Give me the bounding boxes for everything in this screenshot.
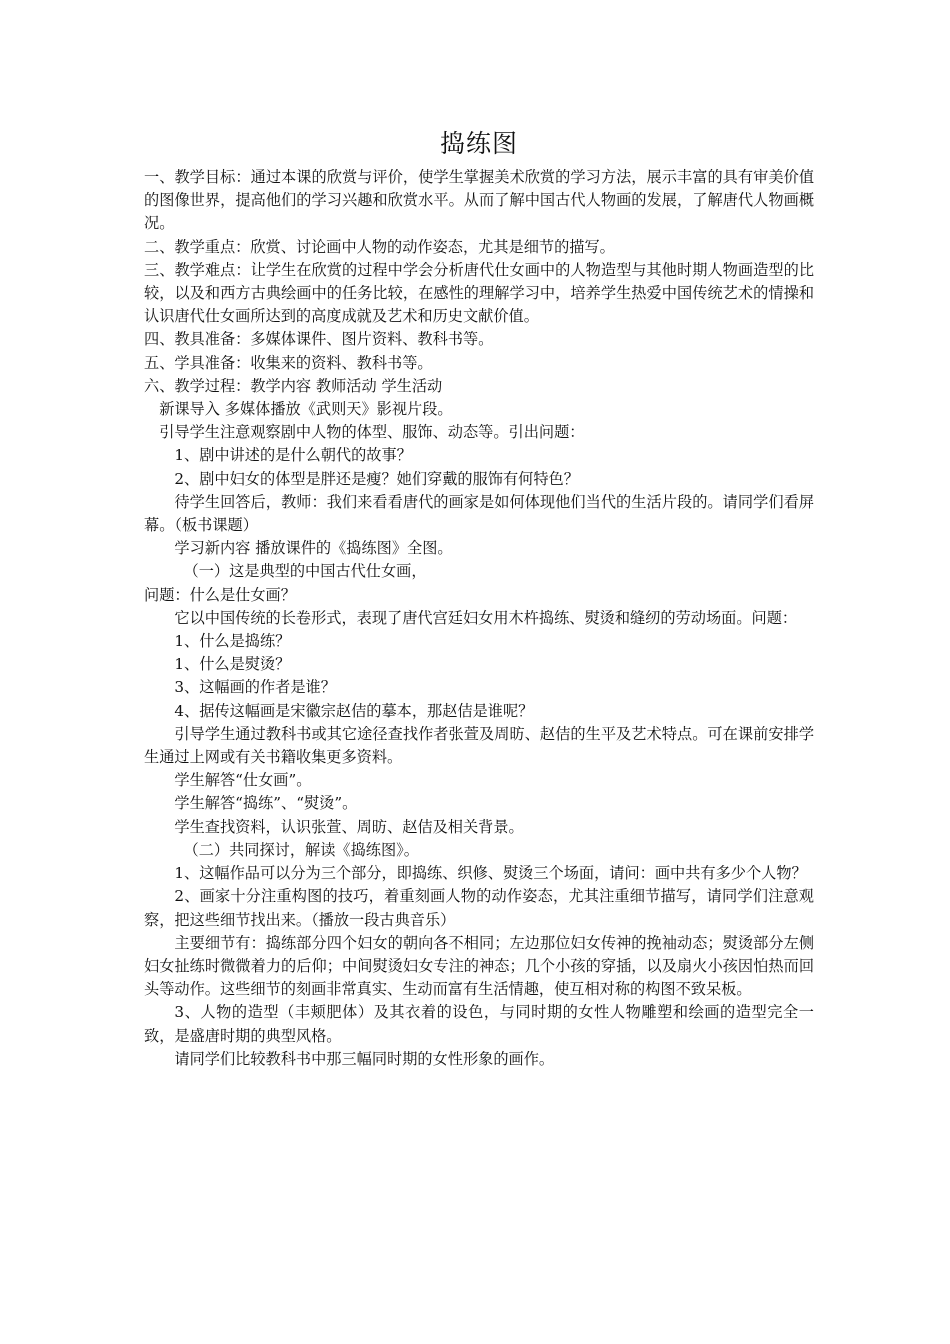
discussion-item: 2、画家十分注重构图的技巧，着重刻画人物的动作姿态，尤其注重细节描写，请同学们注意观察，把这些细节找出来。（播放一段古典音乐） xyxy=(144,887,814,929)
paragraph-key-point: 二、教学重点：欣赏、讨论画中人物的动作姿态，尤其是细节的描写。 xyxy=(144,237,615,256)
paragraph-description: 它以中国传统的长卷形式，表现了唐代宫廷妇女用木杵捣练、熨烫和缝纫的劳动场面。问题： xyxy=(174,608,798,627)
paragraph-intro: 新课导入 多媒体播放《武则天》影视片段。 xyxy=(159,400,453,419)
question-item: 1、什么是捣练？ xyxy=(174,632,291,651)
paragraph-guide-research: 引导学生通过教科书或其它途径查找作者张萱及周昉、赵佶的生平及艺术特点。可在课前安排学生通过上网或有关书籍收集更多资料。 xyxy=(144,724,814,767)
paragraph-teaching-goal: 一、教学目标：通过本课的欣赏与评价，使学生掌握美术欣赏的学习方法，展示丰富的具有审美价值的图像世界，提高他们的学习兴趣和欣赏水平。从而了解中国古代人物画的发展，了解唐代人物画概况。 xyxy=(144,168,814,233)
paragraph-compare: 请同学们比较教科书中那三幅同时期的女性形象的画作。 xyxy=(174,1049,555,1068)
question-item: 问题：什么是仕女画？ xyxy=(144,585,296,604)
paragraph-learning-aids: 五、学具准备：收集来的资料、教科书等。 xyxy=(144,353,433,372)
discussion-item: 1、这幅作品可以分为三个部分，即捣练、织修、熨烫三个场面，请问：画中共有多少个人物？ xyxy=(174,864,807,883)
paragraph-process: 六、教学过程：教学内容 教师活动 学生活动 xyxy=(144,376,443,395)
section-heading-1: （一）这是典型的中国古代仕女画， xyxy=(183,562,427,581)
student-answer: 学生查找资料，认识张萱、周昉、赵佶及相关背景。 xyxy=(174,817,524,836)
student-answer: 学生解答“捣练”、“熨烫”。 xyxy=(174,794,358,813)
paragraph-new-content: 学习新内容 播放课件的《捣练图》全图。 xyxy=(174,539,453,558)
question-item: 3、这幅画的作者是谁？ xyxy=(174,678,336,697)
document-page xyxy=(144,128,814,1071)
section-heading-2: （二）共同探讨，解读《捣练图》。 xyxy=(183,840,419,859)
paragraph-teaching-aids: 四、教具准备：多媒体课件、图片资料、教科书等。 xyxy=(144,330,494,349)
paragraph-teacher: 待学生回答后，教师：我们来看看唐代的画家是如何体现他们当代的生活片段的。请同学们看屏幕。（板书课题） xyxy=(144,492,814,535)
paragraph-guide: 引导学生注意观察剧中人物的体型、服饰、动态等。引出问题： xyxy=(159,423,585,442)
question-item: 1、什么是熨烫？ xyxy=(174,655,291,674)
paragraph-details: 主要细节有：捣练部分四个妇女的朝向各不相同；左边那位妇女传神的挽袖动态；熨烫部分左侧妇女扯练时微微着力的后仰；中间熨烫妇女专注的神态；几个小孩的穿插，以及扇火小孩因怕热而回头等动作。这些细节的刻画非常真实、生动而富有生活情趣，使互相对称的构图不致呆板。 xyxy=(144,933,814,999)
question-item: 4、据传这幅画是宋徽宗赵佶的摹本，那赵佶是谁呢？ xyxy=(174,701,534,720)
discussion-item: 3、人物的造型（丰颊肥体）及其衣着的设色，与同时期的女性人物雕塑和绘画的造型完全一致，是盛唐时期的典型风格。 xyxy=(144,1003,814,1045)
paragraph-difficulty: 三、教学难点：让学生在欣赏的过程中学会分析唐代仕女画中的人物造型与其他时期人物画造型的比较，以及和西方古典绘画中的任务比较，在感性的理解学习中，培养学生热爱中国传统艺术的情操和认识唐代仕女画所达到的高度成就及艺术和历史文献价值。 xyxy=(144,260,814,326)
document-title: 捣练图 xyxy=(439,129,518,158)
question-item: 1、剧中讲述的是什么朝代的故事？ xyxy=(174,446,412,465)
question-item: 2、剧中妇女的体型是胖还是瘦？她们穿戴的服饰有何特色？ xyxy=(174,469,579,488)
student-answer: 学生解答“仕女画”。 xyxy=(174,771,312,790)
